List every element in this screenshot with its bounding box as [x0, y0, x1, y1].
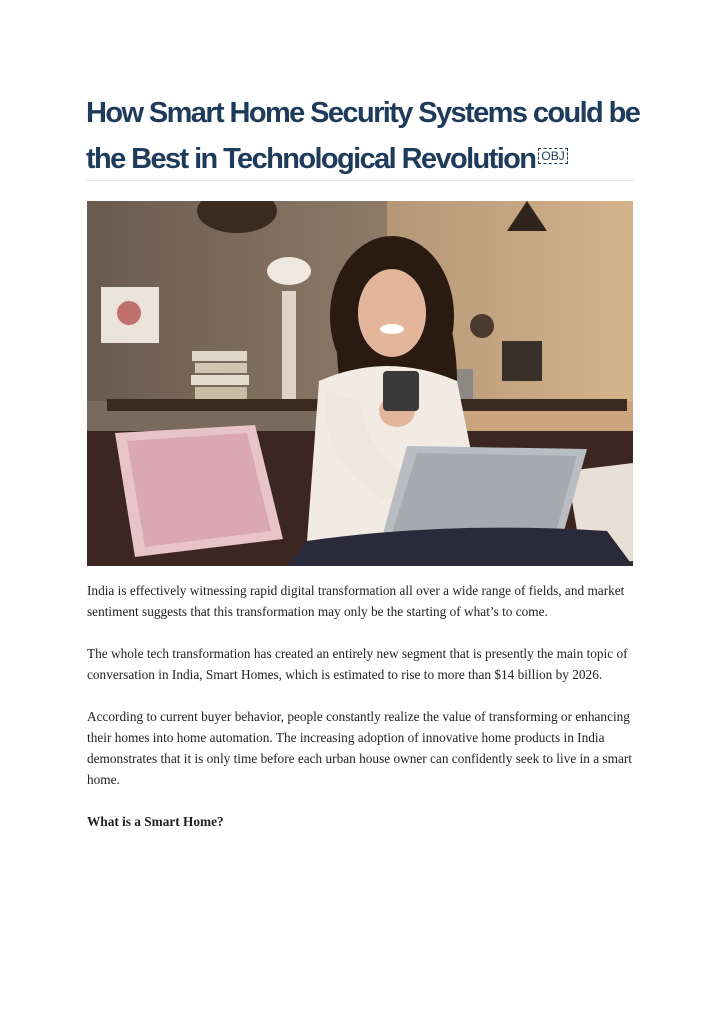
title-divider — [86, 180, 634, 181]
article-body — [87, 580, 637, 832]
article-title — [86, 90, 646, 182]
hero-photo — [87, 201, 633, 566]
paragraph-3: According to current buyer behavior, people constantly realize the value of transforming or enhancing their homes into home automation. The increasing adoption of innovative home products in India demonstrates that it is only time before each urban house owner can confidently seek to live in a smart home. — [87, 709, 633, 787]
paragraph-1: India is effectively witnessing rapid digital transformation all over a wide range of fields, and market sentiment suggests that this transformation may only be the starting of what’s to come. — [87, 583, 625, 619]
article-title-line-2-text: the Best in Technological Revolution — [86, 143, 536, 175]
object-replacement-marker: OBJ — [538, 148, 567, 164]
article-title-line-1: How Smart Home Security Systems could be — [86, 97, 640, 129]
article-title-line-2 — [86, 136, 646, 182]
woman-with-laptop-illustration — [87, 201, 633, 566]
section-subheading: What is a Smart Home? — [87, 814, 224, 829]
paragraph-2: The whole tech transformation has created an entirely new segment that is presently the main topic of conversation in India, Smart Homes, which is estimated to rise to more than $14 billion by 2026. — [87, 646, 628, 682]
